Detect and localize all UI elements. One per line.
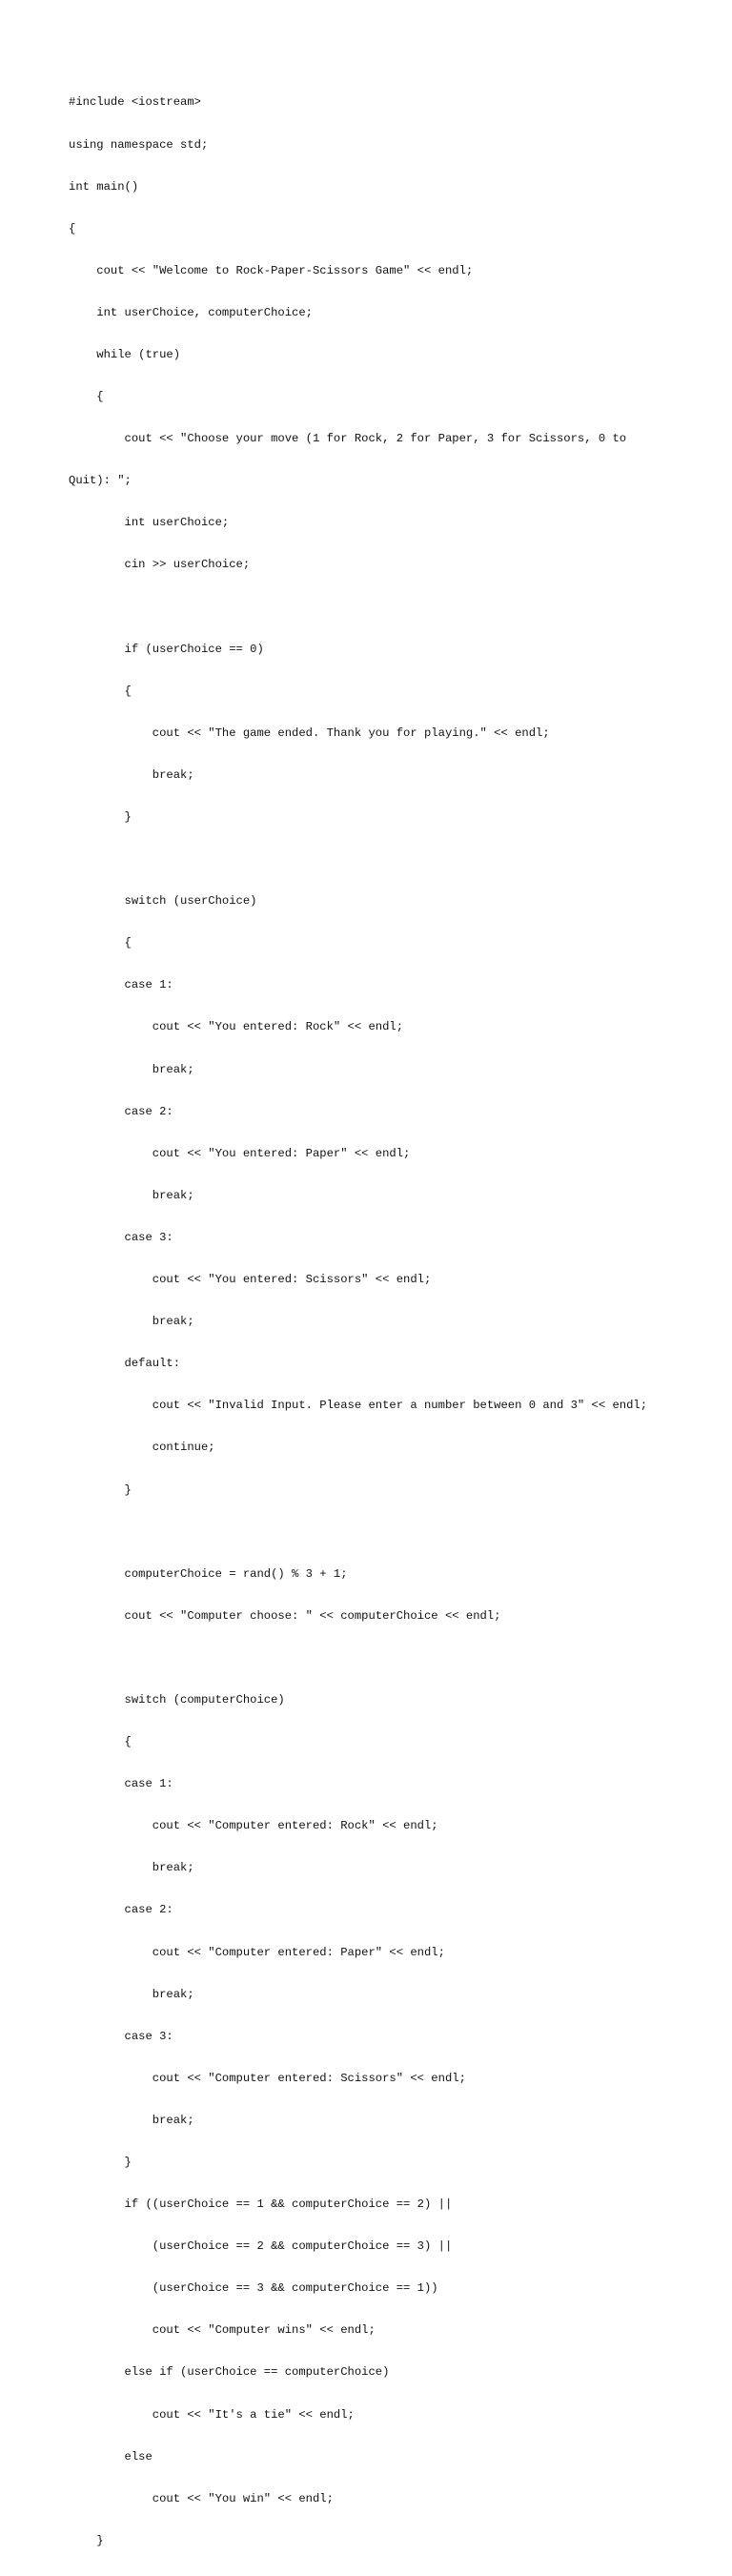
code-line: break; <box>69 1987 194 2001</box>
code-line: case 3: <box>69 1230 173 1244</box>
code-line: { <box>69 936 132 951</box>
code-line: else if (userChoice == computerChoice) <box>69 2365 390 2380</box>
code-line: cout << "Choose your move (1 for Rock, 2 for Paper, 3 for Scissors, 0 to <box>69 432 627 446</box>
code-line: case 3: <box>69 2029 173 2043</box>
code-line: { <box>69 390 104 404</box>
code-line: else <box>69 2449 152 2464</box>
code-line: cout << "Invalid Input. Please enter a number between 0 and 3" << endl; <box>69 1399 648 1413</box>
code-line: cout << "Welcome to Rock-Paper-Scissors Game" << endl; <box>69 263 474 277</box>
code-line <box>69 1525 647 1540</box>
code-line: break; <box>69 1062 194 1076</box>
code-line: break; <box>69 1315 194 1329</box>
code-line: cout << "Computer wins" << endl; <box>69 2323 376 2338</box>
code-line: case 1: <box>69 1777 173 1791</box>
code-line: (userChoice == 2 && computerChoice == 3) || <box>69 2239 453 2254</box>
code-line: computerChoice = rand() % 3 + 1; <box>69 1566 348 1581</box>
code-line: int main() <box>69 179 139 194</box>
code-line: break; <box>69 767 194 782</box>
code-line: cout << "The game ended. Thank you for playing." << endl; <box>69 726 550 740</box>
code-line: } <box>69 1482 132 1497</box>
code-line <box>69 1651 647 1666</box>
code-line: { <box>69 684 132 698</box>
code-line: break; <box>69 1188 194 1202</box>
code-line: switch (userChoice) <box>69 894 257 909</box>
code-line <box>69 852 647 867</box>
code-line: cin >> userChoice; <box>69 558 251 572</box>
code-line: cout << "Computer entered: Rock" << endl; <box>69 1819 438 1833</box>
code-block <box>69 68 647 2576</box>
code-line: break; <box>69 1861 194 1875</box>
code-line: if (userChoice == 0) <box>69 642 264 656</box>
code-line: cout << "Computer choose: " << computerChoice << endl; <box>69 1608 501 1623</box>
code-line: #include <iostream> <box>69 95 201 110</box>
code-line: if ((userChoice == 1 && computerChoice == 2) || <box>69 2198 453 2212</box>
code-line: cout << "You win" << endl; <box>69 2491 334 2505</box>
code-line: } <box>69 810 132 824</box>
code-line: } <box>69 2533 104 2547</box>
code-line: case 2: <box>69 1104 173 1118</box>
code-line: cout << "You entered: Rock" << endl; <box>69 1020 404 1034</box>
code-line: cout << "Computer entered: Scissors" << endl; <box>69 2071 466 2085</box>
code-line: int userChoice; <box>69 516 230 530</box>
code-line: Quit): "; <box>69 474 132 488</box>
code-line: using namespace std; <box>69 137 209 152</box>
code-line: cout << "Computer entered: Paper" << endl; <box>69 1945 445 1959</box>
code-line: case 2: <box>69 1903 173 1917</box>
code-line: continue; <box>69 1441 215 1455</box>
code-line: while (true) <box>69 347 181 361</box>
code-line: switch (computerChoice) <box>69 1692 285 1707</box>
code-line: { <box>69 221 76 235</box>
code-line: cout << "It's a tie" << endl; <box>69 2407 355 2422</box>
code-line: (userChoice == 3 && computerChoice == 1)) <box>69 2281 438 2296</box>
code-line: case 1: <box>69 978 173 992</box>
code-line: break; <box>69 2113 194 2127</box>
code-line: cout << "You entered: Paper" << endl; <box>69 1146 411 1160</box>
code-line: int userChoice, computerChoice; <box>69 305 313 319</box>
code-line <box>69 601 647 615</box>
code-line: cout << "You entered: Scissors" << endl; <box>69 1273 432 1287</box>
code-line: default: <box>69 1357 181 1371</box>
code-line: { <box>69 1735 132 1749</box>
code-line: } <box>69 2156 132 2169</box>
